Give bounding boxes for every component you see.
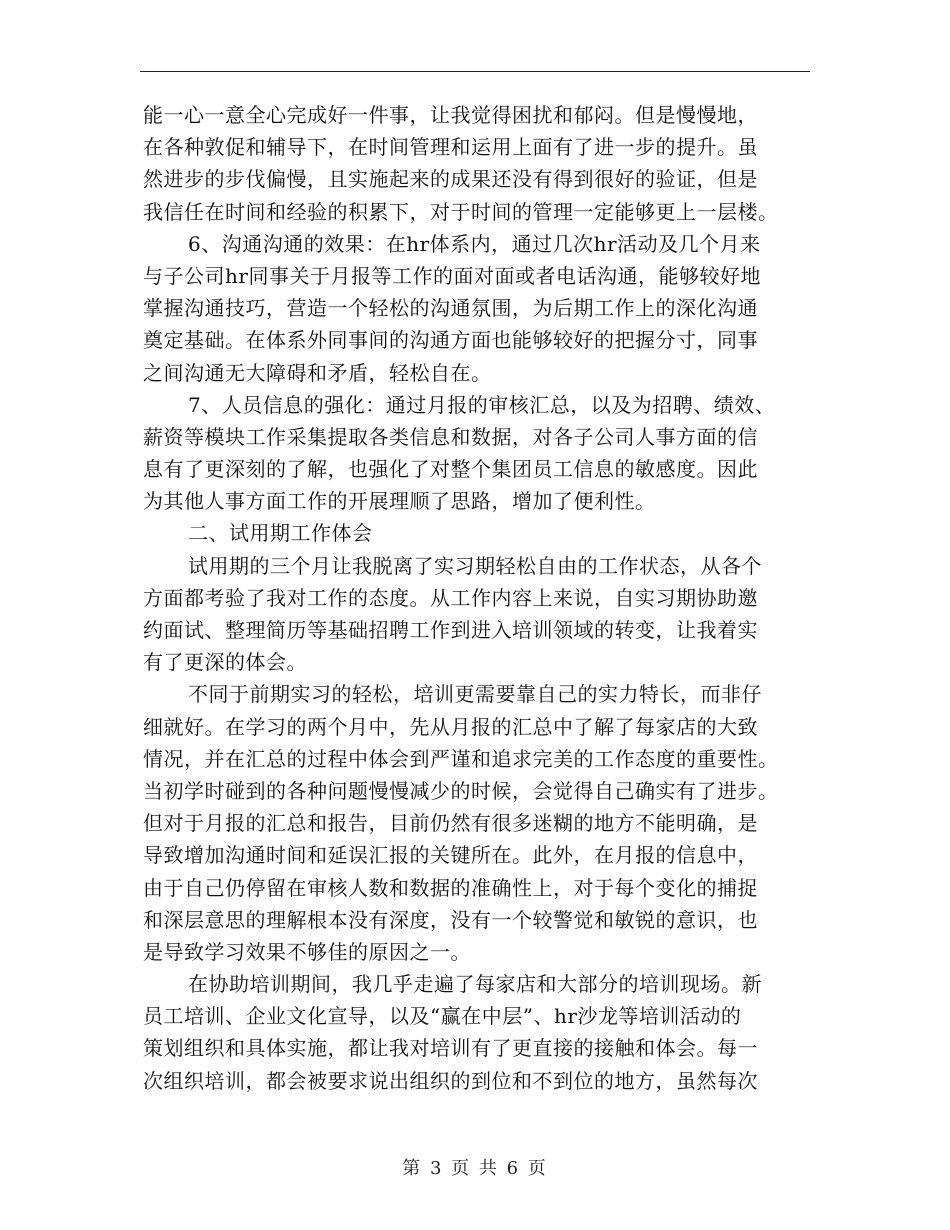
text-line: 策划组织和具体实施，都让我对培训有了更直接的接触和体会。每一: [143, 1036, 758, 1061]
text-line: 为其他人事方面工作的开展理顺了思路，增加了便利性。: [143, 489, 656, 514]
text-line: 员工培训、企业文化宣导，以及“赢在中层”、hr沙龙等培训活动的: [143, 1004, 742, 1029]
text-line: 在各种敦促和辅导下，在时间管理和运用上面有了进一步的提升。虽: [143, 135, 758, 160]
page-number-footer: 第 3 页 共 6 页: [402, 1158, 548, 1179]
text-line: 然进步的步伐偏慢，且实施起来的成果还没有得到很好的验证，但是: [143, 167, 758, 192]
text-line: 试用期的三个月让我脱离了实习期轻松自由的工作状态，从各个: [188, 553, 762, 578]
header-rule: [140, 71, 810, 72]
text-line: 6、沟通沟通的效果：在hr体系内，通过几次hr活动及几个月来: [188, 231, 761, 256]
body-text: [143, 99, 823, 1097]
text-line: 导致增加沟通时间和延误汇报的关键所在。此外，在月报的信息中，: [143, 843, 758, 868]
text-line: 约面试、整理简历等基础招聘工作到进入培训领域的转变，让我着实: [143, 618, 758, 642]
text-line: 情况，并在汇总的过程中体会到严谨和追求完美的工作态度的重要性。: [143, 746, 779, 771]
section-heading: 二、试用期工作体会: [188, 521, 373, 546]
text-line: 是导致学习效果不够佳的原因之一。: [143, 939, 471, 964]
text-line: 我信任在时间和经验的积累下，对于时间的管理一定能够更上一层楼。: [143, 199, 779, 224]
text-line: 有了更深的体会。: [143, 650, 307, 675]
text-line: 由于自己仍停留在审核人数和数据的准确性上，对于每个变化的捕捉: [143, 875, 758, 900]
text-line: 7、人员信息的强化：通过月报的审核汇总，以及为招聘、绩效、: [188, 392, 776, 417]
text-line: 但对于月报的汇总和报告，目前仍然有很多迷糊的地方不能明确，是: [143, 811, 758, 836]
text-line: 奠定基础。在体系外同事间的沟通方面也能够较好的把握分寸，同事: [143, 328, 758, 353]
text-line: 在协助培训期间，我几乎走遍了每家店和大部分的培训现场。新: [188, 972, 762, 997]
text-line: 和深层意思的理解根本没有深度，没有一个较警觉和敏锐的意识，也: [143, 907, 758, 932]
text-line: 掌握沟通技巧，营造一个轻松的沟通氛围，为后期工作上的深化沟通: [143, 296, 758, 321]
text-line: 之间沟通无大障碍和矛盾，轻松自在。: [143, 360, 492, 385]
text-line: 与子公司hr同事关于月报等工作的面对面或者电话沟通，能够较好地: [143, 263, 761, 288]
text-line: 息有了更深刻的了解，也强化了对整个集团员工信息的敏感度。因此: [143, 457, 758, 482]
text-line: 细就好。在学习的两个月中，先从月报的汇总中了解了每家店的大致: [143, 714, 758, 739]
text-line: 不同于前期实习的轻松，培训更需要靠自己的实力特长，而非仔: [188, 682, 762, 707]
text-line: 能一心一意全心完成好一件事，让我觉得困扰和郁闷。但是慢慢地，: [143, 103, 758, 127]
text-line: 当初学时碰到的各种问题慢慢减少的时候，会觉得自己确实有了进步。: [143, 778, 779, 803]
text-line: 次组织培训，都会被要求说出组织的到位和不到位的地方，虽然每次: [143, 1068, 758, 1093]
text-line: 薪资等模块工作采集提取各类信息和数据，对各子公司人事方面的信: [143, 424, 758, 449]
text-line: 方面都考验了我对工作的态度。从工作内容上来说，自实习期协助邀: [143, 585, 758, 610]
